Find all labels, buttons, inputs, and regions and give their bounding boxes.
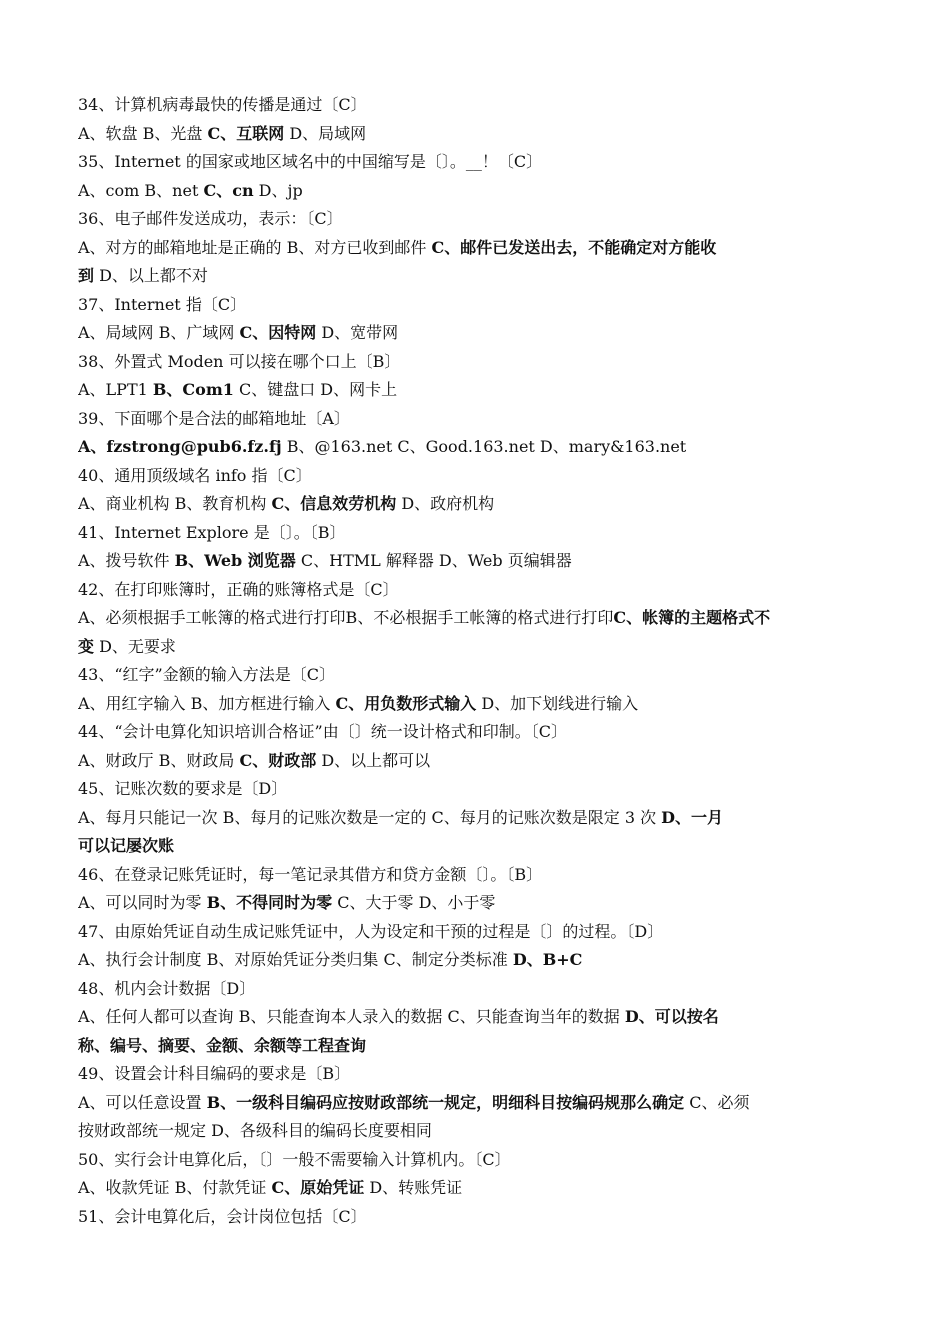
text-segment: A、执行会计制度 B、对原始凭证分类归集 C、制定分类标准: [78, 950, 513, 969]
text-segment: 46、在登录记账凭证时，每一笔记录其借方和贷方金额〔〕。〔B〕: [78, 864, 543, 884]
text-line: [78, 1003, 890, 1032]
text-segment: C、键盘口 D、网卡上: [233, 380, 398, 399]
text-segment: D、转账凭证: [364, 1178, 463, 1197]
text-line: [78, 1032, 890, 1061]
text-segment: 45、记账次数的要求是〔D〕: [78, 779, 288, 798]
answer-text-bold: B、Com1: [152, 380, 234, 399]
text-line: [78, 262, 890, 291]
text-segment: 37、Internet 指〔C〕: [78, 294, 247, 314]
text-segment: A、对方的邮箱地址是正确的 B、对方已收到邮件: [78, 237, 432, 257]
text-line: [78, 633, 890, 662]
text-segment: 47、由原始凭证自动生成记账凭证中，人为设定和干预的过程是〔〕的过程。〔D〕: [78, 921, 664, 941]
text-line: [78, 177, 890, 206]
text-line: [78, 376, 890, 405]
text-line: [78, 1146, 890, 1175]
text-line: [78, 519, 890, 548]
text-line: [78, 1089, 890, 1118]
text-segment: A、可以任意设置: [78, 1092, 207, 1112]
text-segment: A、任何人都可以查询 B、只能查询本人录入的数据 C、只能查询当年的数据: [78, 1007, 625, 1026]
text-segment: 38、外置式 Moden 可以接在哪个口上〔B〕: [78, 351, 401, 371]
text-line: [78, 1174, 890, 1203]
answer-text-bold: D、B+C: [512, 950, 583, 969]
text-segment: B、@163.net C、Good.163.net D、mary&163.net: [281, 437, 687, 456]
text-line: [78, 861, 890, 890]
answer-text-bold: C、因特网: [239, 323, 317, 342]
text-line: [78, 576, 890, 605]
text-line: [78, 775, 890, 804]
text-line: [78, 661, 890, 690]
text-segment: 44、“会计电算化知识培训合格证”由〔〕统一设计格式和印制。〔C〕: [78, 722, 567, 741]
text-line: [78, 918, 890, 947]
text-segment: A、局域网 B、广域网: [78, 323, 240, 342]
text-segment: C、大于零 D、小于零: [332, 893, 496, 912]
text-line: [78, 462, 890, 491]
answer-text-bold: 变: [78, 636, 95, 656]
answer-text-bold: C、信息效劳机构: [271, 494, 397, 513]
text-segment: 51、会计电算化后，会计岗位包括〔C〕: [78, 1206, 367, 1226]
text-segment: D、无要求: [94, 636, 176, 656]
text-segment: 39、下面哪个是合法的邮箱地址〔A〕: [78, 408, 350, 428]
text-segment: A、com B、net: [78, 180, 204, 200]
text-line: [78, 120, 890, 149]
answer-text-bold: C、财政部: [239, 750, 317, 770]
text-segment: C、必须: [684, 1092, 750, 1112]
answer-text-bold: C、帐簿的主题格式不: [613, 608, 771, 627]
text-segment: 41、Internet Explore 是〔〕。〔B〕: [78, 522, 346, 542]
text-segment: A、每月只能记一次 B、每月的记账次数是一定的 C、每月的记账次数是限定 3 次: [78, 807, 662, 827]
text-segment: 43、“红字”金额的输入方法是〔C〕: [78, 665, 335, 684]
text-segment: 42、在打印账簿时，正确的账簿格式是〔C〕: [78, 579, 399, 599]
text-line: [78, 547, 890, 576]
text-segment: D、政府机构: [396, 494, 495, 513]
answer-text-bold: C、用负数形式输入: [335, 693, 477, 713]
text-line: [78, 405, 890, 434]
text-segment: A、LPT1: [78, 380, 153, 399]
text-line: [78, 91, 890, 120]
answer-text-bold: C、cn: [203, 180, 254, 200]
text-segment: A、可以同时为零: [78, 893, 207, 912]
text-line: [78, 291, 890, 320]
answer-text-bold: A、fzstrong@pub6.fz.fj: [78, 437, 282, 456]
text-segment: D、以上都不对: [94, 266, 208, 285]
text-line: [78, 889, 890, 918]
text-segment: A、拨号软件: [78, 551, 175, 570]
text-segment: D、以上都可以: [316, 750, 431, 770]
text-line: [78, 348, 890, 377]
answer-text-bold: C、邮件已发送出去，不能确定对方能收: [431, 237, 717, 257]
text-line: [78, 205, 890, 234]
text-line: [78, 148, 890, 177]
text-segment: D、宽带网: [316, 323, 399, 342]
text-segment: 40、通用顶级域名 info 指〔C〕: [78, 465, 312, 485]
text-line: [78, 690, 890, 719]
text-segment: D、加下划线进行输入: [476, 693, 639, 713]
text-line: [78, 747, 890, 776]
text-segment: 36、电子邮件发送成功，表示：〔C〕: [78, 209, 343, 228]
text-line: [78, 946, 890, 975]
text-segment: 49、设置会计科目编码的要求是〔B〕: [78, 1064, 351, 1083]
answer-text-bold: B、一级科目编码应按财政部统一规定，明细科目按编码规那么确定: [206, 1092, 685, 1112]
answer-text-bold: B、Web 浏览器: [174, 551, 296, 570]
text-line: [78, 1203, 890, 1232]
answer-text-bold: C、原始凭证: [271, 1178, 365, 1197]
answer-text-bold: 可以记屡次账: [78, 836, 175, 855]
text-line: [78, 604, 890, 633]
answer-text-bold: 到: [78, 266, 95, 285]
text-segment: C、HTML 解释器 D、Web 页编辑器: [295, 551, 572, 570]
text-segment: 34、计算机病毒最快的传播是通过〔C〕: [78, 95, 367, 114]
text-line: [78, 1117, 890, 1146]
text-segment: A、用红字输入 B、加方框进行输入: [78, 693, 336, 713]
text-line: [78, 433, 890, 462]
text-line: [78, 804, 890, 833]
answer-text-bold: D、可以按名: [624, 1007, 719, 1026]
text-line: [78, 319, 890, 348]
answer-text-bold: B、不得同时为零: [206, 893, 333, 912]
text-line: [78, 234, 890, 263]
text-segment: A、商业机构 B、教育机构: [78, 494, 272, 513]
text-segment: D、jp: [253, 180, 303, 200]
text-segment: A、软盘 B、光盘: [78, 123, 208, 143]
text-segment: A、收款凭证 B、付款凭证: [78, 1178, 272, 1197]
text-segment: 35、Internet 的国家或地区域名中的中国缩写是〔〕。__！〔C〕: [78, 152, 543, 171]
text-line: [78, 975, 890, 1004]
text-line: [78, 832, 890, 861]
text-segment: 按财政部统一规定 D、各级科目的编码长度要相同: [78, 1121, 432, 1140]
text-segment: 50、实行会计电算化后，〔〕一般不需要输入计算机内。〔C〕: [78, 1149, 511, 1169]
answer-text-bold: D、一月: [661, 807, 724, 827]
text-segment: 48、机内会计数据〔D〕: [78, 978, 256, 998]
text-segment: D、局域网: [284, 123, 367, 143]
text-segment: A、必须根据手工帐簿的格式进行打印B、不必根据手工帐簿的格式进行打印: [78, 608, 614, 627]
text-line: [78, 718, 890, 747]
answer-text-bold: C、互联网: [207, 123, 285, 143]
answer-text-bold: 称、编号、摘要、金额、余额等工程查询: [78, 1035, 367, 1055]
text-line: [78, 490, 890, 519]
text-line: [78, 1060, 890, 1089]
text-segment: A、财政厅 B、财政局: [78, 750, 240, 770]
